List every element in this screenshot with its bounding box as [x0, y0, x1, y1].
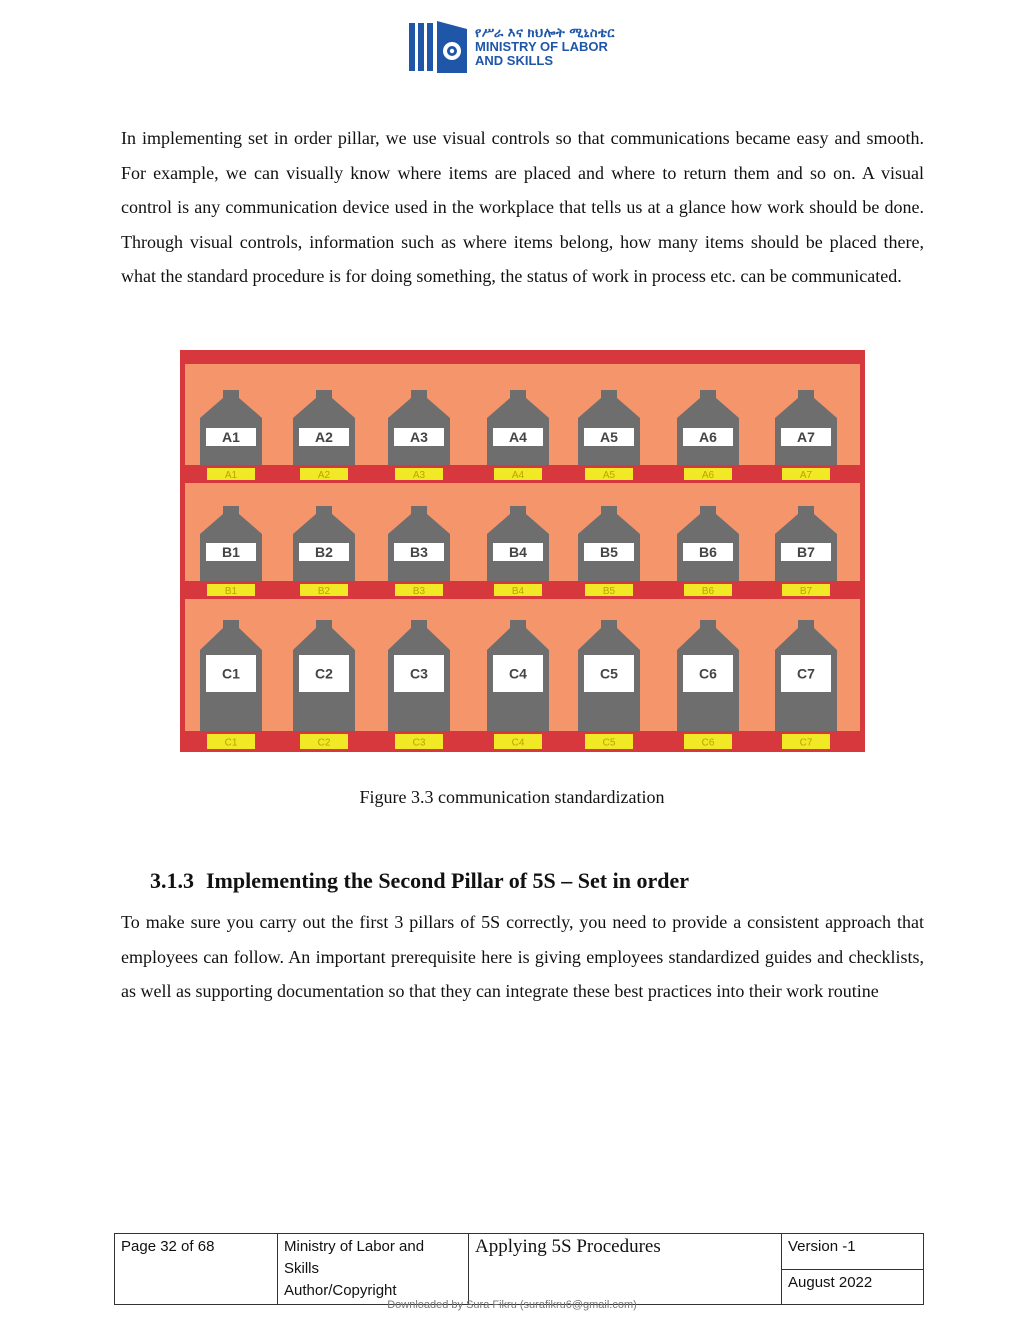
logo-text-line2: AND SKILLS — [475, 53, 553, 68]
body-paragraph-2: To make sure you carry out the first 3 pillars of 5S correctly, you need to provide a consistent approach that employees can follow. An important prerequisite here is giving employees standardized guides and checklists, as well as supporting documentation so that they can integrate these best practices into their work routine — [121, 912, 924, 1002]
bottle-label-text: C6 — [699, 665, 717, 682]
bottle-label-text: C7 — [797, 665, 815, 682]
bottle-label-text: C4 — [509, 665, 527, 682]
bottle-label-text: A4 — [509, 429, 527, 445]
bottle-label-text: A1 — [222, 429, 240, 445]
shelf-tag-text: A6 — [701, 470, 715, 481]
ministry-emblem-icon — [407, 19, 469, 75]
shelf-tag-text: B5 — [602, 586, 616, 597]
footer-org-line2: Skills — [284, 1260, 320, 1277]
bottle-label-text: B5 — [600, 544, 618, 560]
shelf-tag-text: A3 — [412, 470, 426, 481]
bottle-label-text: B2 — [315, 544, 333, 560]
shelf-tag-text: A5 — [602, 470, 616, 481]
bottle-label-text: C5 — [600, 665, 618, 682]
bottle-label-text: C1 — [222, 665, 240, 682]
shelf-tag-text: B7 — [799, 586, 813, 597]
shelf-tag-text: C7 — [799, 737, 813, 749]
bottle-label-text: A2 — [315, 429, 333, 445]
bottle-label-text: A5 — [600, 429, 618, 445]
footer-title: Applying 5S Procedures — [469, 1234, 782, 1305]
shelf-tag-text: C4 — [511, 737, 525, 749]
figure-caption: Figure 3.3 communication standardization — [359, 787, 665, 807]
footer-org-line3: Author/Copyright — [284, 1282, 397, 1299]
shelf-tag-text: B6 — [701, 586, 715, 597]
shelf-tag-text: C5 — [602, 737, 616, 749]
shelf-tag-text: A2 — [317, 470, 331, 481]
shelf-tag-text: B2 — [317, 586, 331, 597]
shelf-tag-text: B3 — [412, 586, 426, 597]
shelf-top-rail — [180, 350, 865, 364]
section-number: 3.1.3 — [150, 868, 194, 893]
shelf-tag-text: C2 — [317, 737, 331, 749]
section-heading — [150, 868, 689, 894]
shelf-right-rail — [860, 350, 865, 752]
shelf-figure — [180, 350, 865, 752]
shelf-tag-text: A7 — [799, 470, 813, 481]
footer-date: August 2022 — [782, 1269, 924, 1305]
bottle-label-text: B6 — [699, 544, 717, 560]
footer-page: Page 32 of 68 — [115, 1234, 278, 1305]
bottle-label-text: C3 — [410, 665, 428, 682]
bottle-label-text: B7 — [797, 544, 815, 560]
shelf-tag-text: A4 — [511, 470, 525, 481]
shelf-tag-text: C1 — [224, 737, 238, 749]
shelf-left-rail — [180, 350, 185, 752]
bottle-label-text: B4 — [509, 544, 527, 560]
bottle-label-text: A7 — [797, 429, 815, 445]
footer-org-line1: Ministry of Labor and — [284, 1238, 425, 1255]
download-note: Downloaded by Sura Fikru (surafikru6@gmail.com) — [387, 1299, 637, 1311]
footer-organization — [278, 1234, 469, 1305]
ministry-logo — [407, 17, 647, 77]
page-footer — [114, 1233, 924, 1305]
bottle-label-text: B1 — [222, 544, 240, 560]
logo-amharic-text: የሥራ እና ክህሎት ሚኒስቴር — [475, 25, 615, 40]
bottle-label-text: A3 — [410, 429, 428, 445]
bottle-label-text: B3 — [410, 544, 428, 560]
bottle-label-text: C2 — [315, 665, 333, 682]
section-title: Implementing the Second Pillar of 5S – Set in order — [206, 868, 689, 893]
footer-version: Version -1 — [782, 1234, 924, 1270]
shelf-tag-text: C3 — [412, 737, 426, 749]
shelf-tag-text: C6 — [701, 737, 715, 749]
body-paragraph-1: In implementing set in order pillar, we use visual controls so that communications became easy and smooth. For example, we can visually know where items are placed and where to return them and so on. A visual control is any communication device used in the workplace that tells us at a glance how work should be done. Through visual controls, information such as where items belong, how many items should be placed there, what the standard procedure is for doing something, the status of work in process etc. can be communicated. — [121, 128, 924, 287]
shelf-tag-text: B1 — [224, 586, 238, 597]
bottle-label-text: A6 — [699, 429, 717, 445]
shelf-tag-text: A1 — [224, 470, 238, 481]
logo-text-line1: MINISTRY OF LABOR — [475, 39, 608, 54]
shelf-tag-text: B4 — [511, 586, 525, 597]
